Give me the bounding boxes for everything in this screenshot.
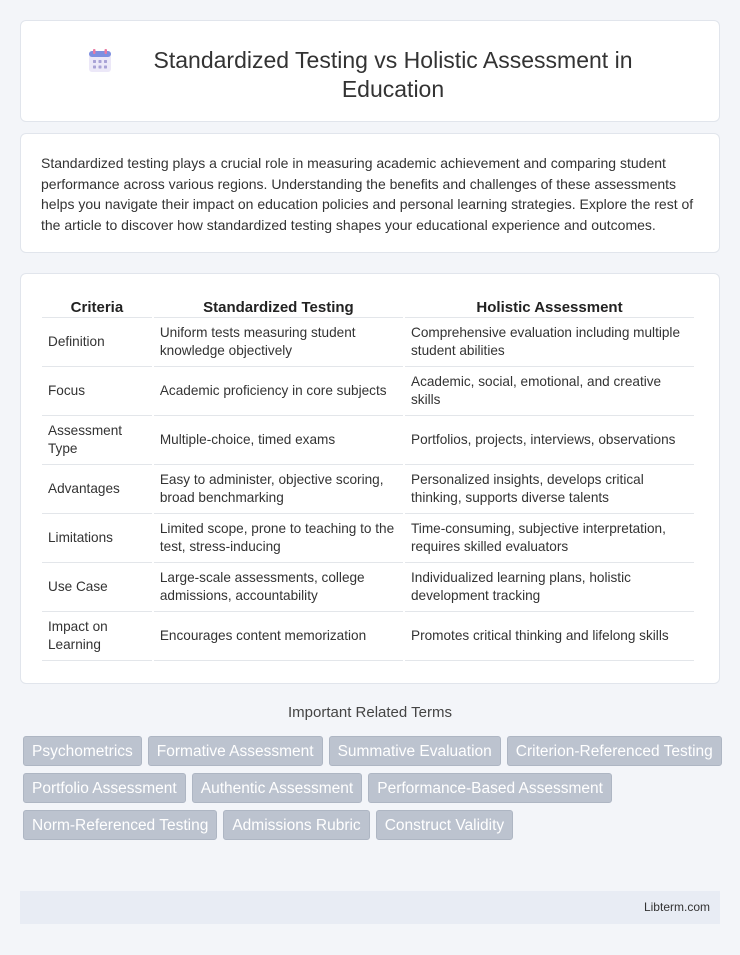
table-cell: Time-consuming, subjective interpretation, requires skilled evaluators bbox=[405, 514, 694, 563]
table-cell: Impact on Learning bbox=[42, 612, 152, 661]
table-row bbox=[42, 612, 694, 661]
table-cell: Large-scale assessments, college admissions, accountability bbox=[154, 563, 403, 612]
table-cell: Easy to administer, objective scoring, broad benchmarking bbox=[154, 465, 403, 514]
table-row bbox=[42, 514, 694, 563]
related-term-tag[interactable]: Admissions Rubric bbox=[223, 810, 369, 840]
table-cell: Uniform tests measuring student knowledge objectively bbox=[154, 318, 403, 367]
related-term-tag[interactable]: Norm-Referenced Testing bbox=[23, 810, 217, 840]
table-cell: Definition bbox=[42, 318, 152, 367]
related-terms-list bbox=[23, 736, 723, 840]
calendar-icon bbox=[87, 48, 113, 74]
table-cell: Use Case bbox=[42, 563, 152, 612]
table-row bbox=[42, 563, 694, 612]
table-cell: Multiple-choice, timed exams bbox=[154, 416, 403, 465]
related-term-tag[interactable]: Psychometrics bbox=[23, 736, 142, 766]
column-header: Standardized Testing bbox=[154, 294, 403, 318]
table-header-row bbox=[42, 294, 694, 318]
header-card bbox=[20, 20, 720, 122]
table-cell: Comprehensive evaluation including multiple student abilities bbox=[405, 318, 694, 367]
table-cell: Academic proficiency in core subjects bbox=[154, 367, 403, 416]
table-row bbox=[42, 318, 694, 367]
related-term-tag[interactable]: Portfolio Assessment bbox=[23, 773, 186, 803]
footer bbox=[20, 891, 720, 924]
table-cell: Personalized insights, develops critical thinking, supports diverse talents bbox=[405, 465, 694, 514]
table-row bbox=[42, 367, 694, 416]
table-cell: Focus bbox=[42, 367, 152, 416]
table-cell: Limited scope, prone to teaching to the test, stress-inducing bbox=[154, 514, 403, 563]
related-term-tag[interactable]: Criterion-Referenced Testing bbox=[507, 736, 722, 766]
related-term-tag[interactable]: Authentic Assessment bbox=[192, 773, 363, 803]
comparison-table bbox=[40, 294, 696, 661]
footer-site-link[interactable]: Libterm.com bbox=[643, 900, 710, 914]
table-cell: Advantages bbox=[42, 465, 152, 514]
related-terms-title: Important Related Terms bbox=[288, 704, 452, 721]
page-title: Standardized Testing vs Holistic Assessment in Education bbox=[153, 47, 633, 102]
intro-card bbox=[20, 133, 720, 253]
related-term-tag[interactable]: Summative Evaluation bbox=[329, 736, 501, 766]
table-cell: Encourages content memorization bbox=[154, 612, 403, 661]
table-cell: Portfolios, projects, interviews, observations bbox=[405, 416, 694, 465]
table-cell: Assessment Type bbox=[42, 416, 152, 465]
related-term-tag[interactable]: Construct Validity bbox=[376, 810, 513, 840]
table-cell: Limitations bbox=[42, 514, 152, 563]
table-cell: Individualized learning plans, holistic development tracking bbox=[405, 563, 694, 612]
table-cell: Academic, social, emotional, and creative skills bbox=[405, 367, 694, 416]
table-row bbox=[42, 465, 694, 514]
related-term-tag[interactable]: Formative Assessment bbox=[148, 736, 323, 766]
table-cell: Promotes critical thinking and lifelong skills bbox=[405, 612, 694, 661]
intro-text: Standardized testing plays a crucial role in measuring academic achievement and comparing student performance across various regions. Understanding the benefits and challenges of these assessments helps you navigate their impact on education policies and personal learning strategies. Explore the rest of the article to discover how standardized testing shapes your educational experience and outcomes. bbox=[41, 155, 694, 233]
table-row bbox=[42, 416, 694, 465]
column-header: Holistic Assessment bbox=[405, 294, 694, 318]
related-term-tag[interactable]: Performance-Based Assessment bbox=[368, 773, 612, 803]
comparison-card bbox=[20, 273, 720, 684]
column-header: Criteria bbox=[42, 294, 152, 318]
